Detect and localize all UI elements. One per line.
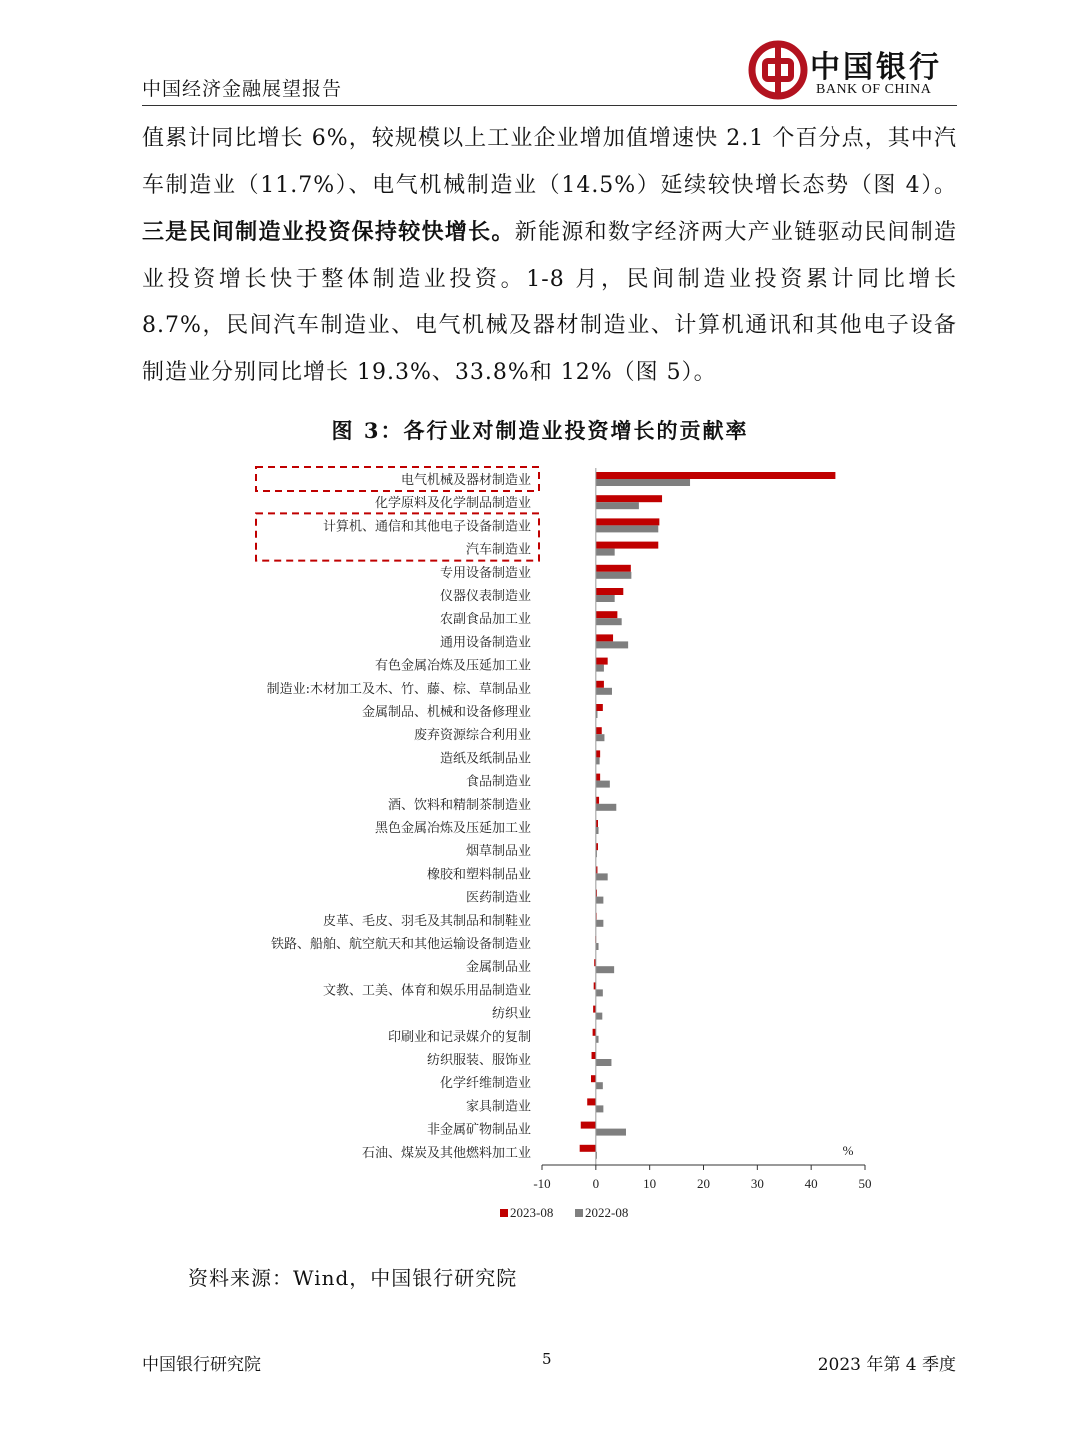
bar-2022-08 bbox=[596, 525, 658, 532]
bar-2023-08 bbox=[581, 1122, 596, 1129]
bar-2022-08 bbox=[596, 989, 603, 996]
legend-label: 2023-08 bbox=[510, 1205, 554, 1220]
category-label: 纺织服装、服饰业 bbox=[426, 1053, 531, 1068]
bar-2022-08 bbox=[596, 757, 600, 764]
bar-2022-08 bbox=[596, 641, 628, 648]
category-label: 印刷业和记录媒介的复制 bbox=[387, 1029, 531, 1045]
x-tick-label: 10 bbox=[643, 1176, 657, 1191]
bar-2023-08 bbox=[596, 542, 658, 549]
x-tick-label: 30 bbox=[750, 1176, 764, 1191]
figure-title: 图 3：各行业对制造业投资增长的贡献率 bbox=[331, 418, 749, 443]
bar-2022-08 bbox=[596, 920, 604, 927]
category-label: 金属制品业 bbox=[465, 960, 531, 976]
bar-2023-08 bbox=[596, 681, 604, 688]
category-label: 黑色金属冶炼及压延加工业 bbox=[374, 821, 531, 836]
category-label: 计算机、通信和其他电子设备制造业 bbox=[322, 519, 531, 535]
header-divider bbox=[142, 105, 957, 106]
bar-2023-08 bbox=[596, 565, 631, 572]
category-label: 医药制造业 bbox=[465, 890, 531, 906]
bar-2023-08 bbox=[596, 588, 623, 595]
bar-2022-08 bbox=[596, 734, 605, 741]
footer-period: 2023 年第 4 季度 bbox=[817, 1355, 956, 1375]
category-label: 石油、煤炭及其他燃料加工业 bbox=[361, 1145, 531, 1161]
boc-emblem-icon bbox=[748, 40, 808, 100]
contribution-bar-chart bbox=[0, 460, 1080, 1240]
x-tick-label: -10 bbox=[533, 1176, 551, 1191]
body-paragraph bbox=[142, 116, 957, 396]
body-text-bold: 三是民间制造业投资保持较快增长。 bbox=[142, 219, 515, 245]
category-label: 专用设备制造业 bbox=[439, 565, 531, 581]
bar-2023-08 bbox=[596, 658, 608, 665]
bar-2023-08 bbox=[596, 774, 600, 781]
category-label: 皮革、毛皮、羽毛及其制品和制鞋业 bbox=[322, 913, 531, 929]
bar-2022-08 bbox=[596, 665, 604, 672]
category-label: 文教、工美、体育和娱乐用品制造业 bbox=[322, 983, 531, 999]
logo-english-name: BANK OF CHINA bbox=[816, 82, 932, 97]
category-label: 化学纤维制造业 bbox=[439, 1076, 531, 1092]
legend-label: 2022-08 bbox=[585, 1205, 629, 1220]
bar-2022-08 bbox=[596, 1129, 626, 1136]
bar-2022-08 bbox=[596, 688, 612, 695]
category-label: 造纸及纸制品业 bbox=[439, 751, 531, 767]
bar-2023-08 bbox=[596, 750, 600, 757]
category-label: 化学原料及化学制品制造业 bbox=[374, 496, 531, 512]
bar-2023-08 bbox=[596, 704, 603, 711]
body-text-a: 值累计同比增长 6%，较规模以上工业企业增加值增速快 2.1 个百分点，其中汽车制造业（11.7%）、电气机械制造业（14.5%）延续较快增长态势（图 4）。 bbox=[142, 126, 957, 198]
category-label: 金属制品、机械和设备修理业 bbox=[361, 705, 531, 720]
x-tick-label: 20 bbox=[697, 1176, 710, 1191]
bar-2022-08 bbox=[596, 549, 615, 556]
unit-label: % bbox=[842, 1143, 854, 1158]
x-tick-label: 40 bbox=[804, 1176, 818, 1191]
category-label: 非金属矿物制品业 bbox=[426, 1122, 531, 1138]
bar-2022-08 bbox=[596, 1059, 612, 1066]
bar-2022-08 bbox=[596, 966, 614, 973]
category-label: 烟草制品业 bbox=[465, 844, 531, 860]
logo-chinese-name: 中国银行 bbox=[810, 50, 942, 85]
category-label: 仪器仪表制造业 bbox=[439, 589, 531, 604]
bar-2022-08 bbox=[596, 572, 632, 579]
bar-2022-08 bbox=[596, 502, 639, 509]
category-label: 有色金属冶炼及压延加工业 bbox=[374, 658, 531, 674]
bar-2022-08 bbox=[596, 804, 616, 811]
bank-logo bbox=[748, 40, 958, 102]
bar-2023-08 bbox=[596, 518, 660, 525]
bar-2022-08 bbox=[596, 1013, 602, 1020]
category-label: 农副食品加工业 bbox=[439, 612, 531, 628]
category-label: 通用设备制造业 bbox=[439, 635, 531, 651]
bar-2022-08 bbox=[596, 479, 690, 486]
category-label: 电气机械及器材制造业 bbox=[400, 473, 531, 488]
x-tick-label: 50 bbox=[858, 1176, 872, 1191]
category-label: 橡胶和塑料制品业 bbox=[426, 867, 531, 883]
figure-source: 资料来源：Wind，中国银行研究院 bbox=[188, 1266, 518, 1290]
bar-2023-08 bbox=[580, 1145, 596, 1152]
bar-2022-08 bbox=[596, 897, 604, 904]
bar-2023-08 bbox=[596, 727, 602, 734]
category-label: 食品制造业 bbox=[465, 774, 531, 790]
bar-2022-08 bbox=[596, 873, 608, 880]
footer-org: 中国银行研究院 bbox=[142, 1355, 261, 1375]
legend-swatch bbox=[500, 1209, 508, 1217]
legend-swatch bbox=[575, 1209, 583, 1217]
report-title: 中国经济金融展望报告 bbox=[142, 78, 343, 100]
category-label: 废弃资源综合利用业 bbox=[413, 728, 531, 744]
bar-2023-08 bbox=[592, 1052, 596, 1059]
category-label: 制造业:木材加工及木、竹、藤、棕、草制品业 bbox=[266, 681, 531, 697]
bar-2023-08 bbox=[587, 1098, 596, 1105]
body-text-b: 新能源和数字经济两大产业链驱动民间制造业投资增长快于整体制造业投资。1-8 月，民间制造业投资累计同比增长 8.7%，民间汽车制造业、电气机械及器材制造业、计算机通讯和其他电子设备制造业分别同比增长 19.3%、33.8%和 12%（图 5）。 bbox=[142, 220, 957, 385]
bar-2022-08 bbox=[596, 1082, 603, 1089]
category-label: 酒、饮料和精制茶制造业 bbox=[387, 797, 531, 813]
category-label: 汽车制造业 bbox=[465, 542, 531, 558]
bar-2022-08 bbox=[596, 781, 610, 788]
bar-2023-08 bbox=[596, 634, 613, 641]
bar-2023-08 bbox=[596, 472, 836, 479]
bar-2022-08 bbox=[596, 595, 615, 602]
bar-2023-08 bbox=[596, 495, 662, 502]
category-label: 铁路、船舶、航空航天和其他运输设备制造业 bbox=[270, 937, 531, 952]
category-label: 纺织业 bbox=[491, 1006, 531, 1022]
category-label: 家具制造业 bbox=[465, 1099, 531, 1115]
bar-2023-08 bbox=[596, 611, 618, 618]
bar-2022-08 bbox=[596, 1105, 604, 1112]
bar-2023-08 bbox=[591, 1075, 596, 1082]
bar-2022-08 bbox=[596, 618, 622, 625]
page-number: 5 bbox=[542, 1350, 552, 1368]
x-tick-label: 0 bbox=[592, 1176, 600, 1191]
